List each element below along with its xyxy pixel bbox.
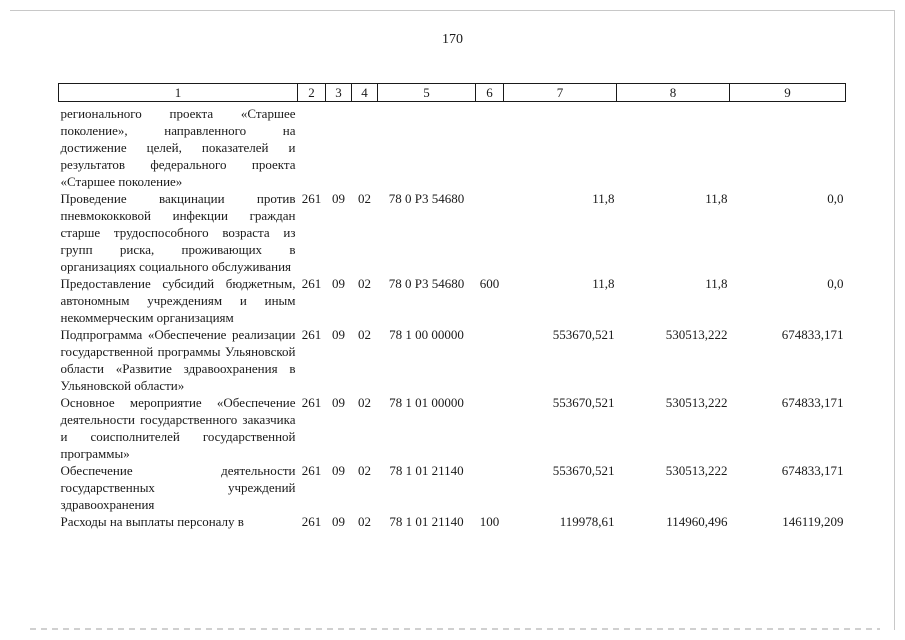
row-name: Подпрограмма «Обеспечение реализации государственной программы Ульяновской области «Развитие здравоохранения в Ульяновской области» (60, 327, 296, 393)
row-code-4 (352, 102, 378, 191)
column-header: 8 (617, 84, 730, 102)
column-header: 4 (352, 84, 378, 102)
row-code-2: 261 (301, 395, 322, 410)
table-row (59, 102, 846, 191)
row-code-4: 02 (358, 191, 371, 206)
row-code-4: 02 (358, 276, 371, 291)
column-header: 9 (730, 84, 846, 102)
row-value-7: 11,8 (592, 276, 615, 291)
row-value-7: 553670,521 (552, 463, 615, 478)
row-code-5: 78 0 P3 54680 (388, 191, 465, 206)
row-value-7: 11,8 (592, 191, 615, 206)
row-value-8: 530513,222 (665, 463, 728, 478)
table-row (59, 394, 846, 462)
row-code-2: 261 (301, 276, 322, 291)
row-code-5: 78 1 01 00000 (389, 395, 464, 410)
row-name: регионального проекта «Старшее поколение», направленного на достижение целей, показателей и результатов федерального проекта «Старшее поколение» (60, 106, 296, 189)
row-code-5: 78 1 00 00000 (389, 327, 464, 342)
table-row (59, 275, 846, 326)
table-header-row (59, 84, 846, 102)
row-value-9 (730, 102, 846, 191)
row-code-3: 09 (332, 463, 345, 478)
table-row (59, 190, 846, 275)
row-value-9: 674833,171 (781, 463, 844, 478)
row-value-7 (504, 102, 617, 191)
row-code-6 (476, 326, 504, 394)
row-value-8 (617, 102, 730, 191)
row-name: Обеспечение деятельности государственных учреждений здравоохранения (60, 463, 296, 512)
row-code-6 (476, 394, 504, 462)
budget-table (58, 83, 846, 530)
row-value-9: 0,0 (827, 276, 844, 291)
row-value-9: 674833,171 (781, 395, 844, 410)
row-code-4: 02 (358, 395, 371, 410)
row-code-2 (298, 102, 326, 191)
row-code-6 (476, 190, 504, 275)
row-name: Расходы на выплаты персоналу в (60, 514, 244, 529)
row-name: Предоставление субсидий бюджетным, автономным учреждениям и иным некоммерческим организациям (60, 276, 296, 325)
column-header: 2 (298, 84, 326, 102)
row-code-2: 261 (301, 514, 322, 529)
column-header: 7 (504, 84, 617, 102)
row-code-5: 78 0 P3 54680 (388, 276, 465, 291)
row-code-4: 02 (358, 327, 371, 342)
row-value-8: 530513,222 (665, 327, 728, 342)
row-code-4: 02 (358, 514, 371, 529)
row-code-3 (326, 102, 352, 191)
row-name: Проведение вакцинации против пневмококковой инфекции граждан старше трудоспособного возраста из групп риска, проживающих в организациях социального обслуживания (60, 191, 296, 274)
row-value-7: 553670,521 (552, 327, 615, 342)
row-value-9: 674833,171 (781, 327, 844, 342)
row-code-2: 261 (301, 463, 322, 478)
row-value-9: 146119,209 (782, 514, 844, 529)
row-code-2: 261 (301, 191, 322, 206)
row-value-8: 530513,222 (665, 395, 728, 410)
column-header: 3 (326, 84, 352, 102)
row-value-7: 119978,61 (559, 514, 615, 529)
row-value-8: 11,8 (705, 276, 728, 291)
row-code-2: 261 (301, 327, 322, 342)
row-code-6: 600 (479, 276, 500, 291)
row-value-8: 114960,496 (666, 514, 728, 529)
row-code-4: 02 (358, 463, 371, 478)
scan-frame-right (894, 10, 895, 630)
row-value-7: 553670,521 (552, 395, 615, 410)
row-code-3: 09 (332, 327, 345, 342)
row-code-5: 78 1 01 21140 (389, 514, 464, 529)
row-code-3: 09 (332, 276, 345, 291)
column-header: 5 (378, 84, 476, 102)
scan-frame-top (10, 10, 895, 11)
row-code-6: 100 (479, 514, 500, 529)
row-name: Основное мероприятие «Обеспечение деятельности государственного заказчика и соисполнителей государственной программы» (60, 395, 296, 461)
column-header: 1 (59, 84, 298, 102)
table-row (59, 462, 846, 513)
row-code-5 (378, 102, 476, 191)
row-code-3: 09 (332, 191, 345, 206)
row-code-3: 09 (332, 395, 345, 410)
row-code-5: 78 1 01 21140 (389, 463, 464, 478)
page-number: 170 (442, 32, 463, 47)
row-value-8: 11,8 (705, 191, 728, 206)
table-row (59, 326, 846, 394)
row-code-6 (476, 102, 504, 191)
row-value-9: 0,0 (827, 191, 844, 206)
row-code-3: 09 (332, 514, 345, 529)
table-row (59, 513, 846, 530)
row-code-6 (476, 462, 504, 513)
scan-bottom-edge (30, 628, 880, 630)
column-header: 6 (476, 84, 504, 102)
